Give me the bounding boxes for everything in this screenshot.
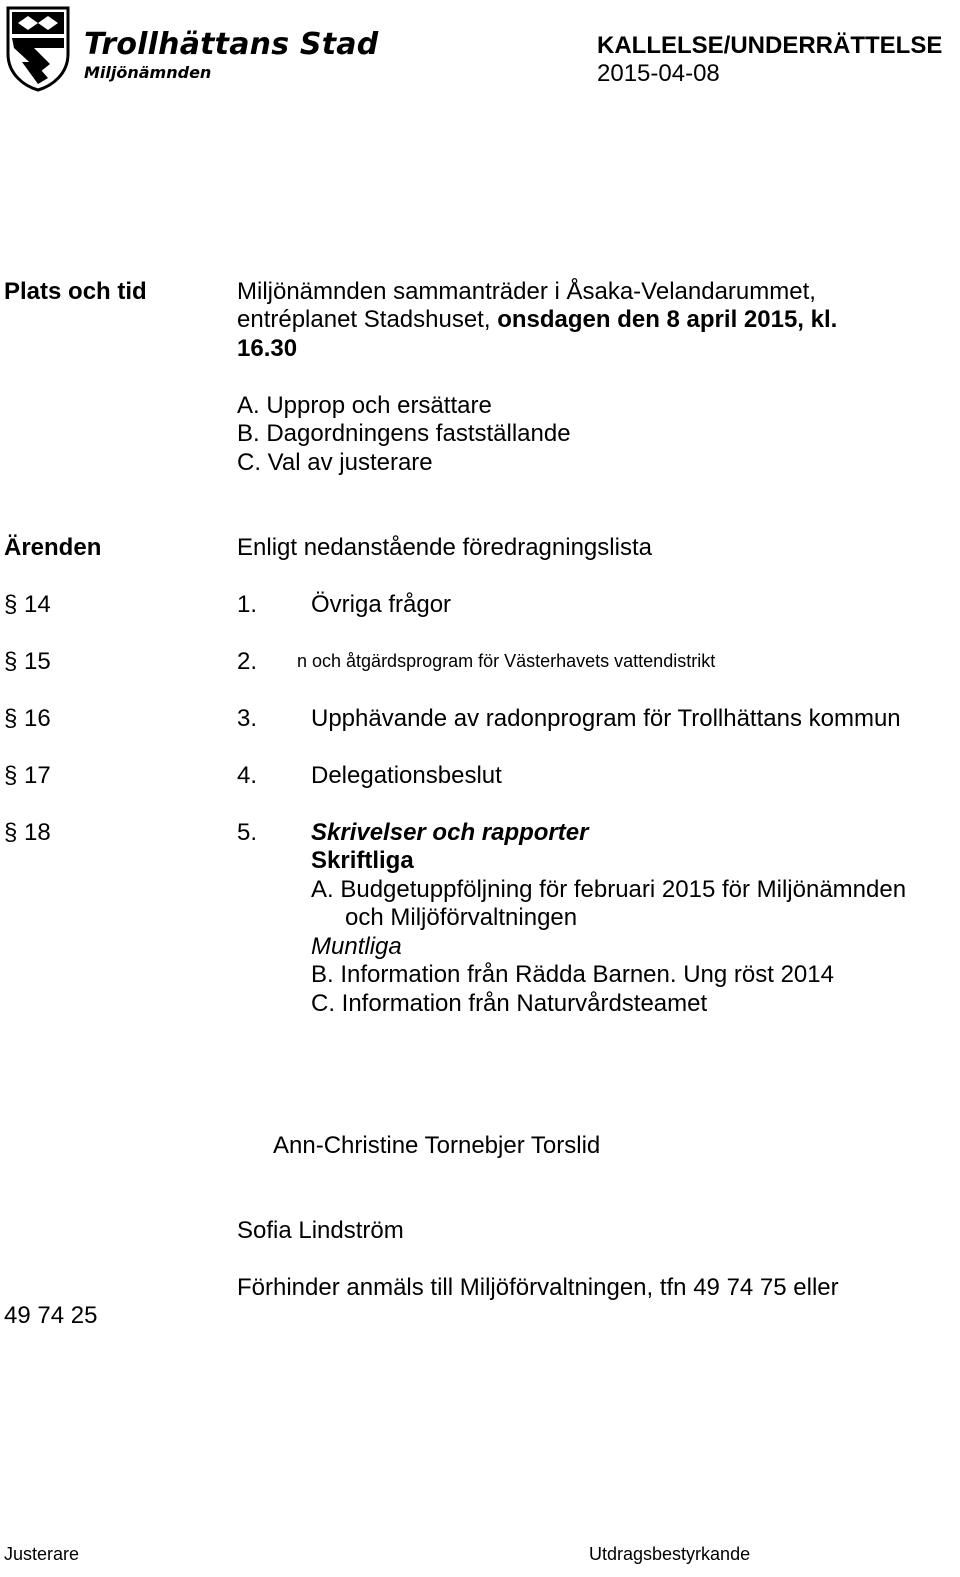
report-item-a-cont: och Miljöförvaltningen	[345, 904, 578, 931]
agenda-paragraph: § 17	[4, 762, 51, 789]
arenden-intro: Enligt nedanstående föredragningslista	[237, 534, 652, 561]
alt-phone: 49 74 25	[4, 1302, 98, 1329]
agenda-title: n och åtgärdsprogram för Västerhavets vattendistrikt	[297, 651, 716, 671]
agenda-paragraph: § 15	[4, 648, 51, 675]
agenda-paragraph: § 14	[4, 591, 51, 618]
plats-line-2-bold: onsdagen den 8 april 2015, kl.	[497, 306, 838, 333]
opening-item-a: A. Upprop och ersättare	[237, 392, 492, 419]
municipality-crest-logo	[4, 4, 72, 92]
report-item-c: C. Information från Naturvårdsteamet	[311, 990, 708, 1017]
opening-item-b: B. Dagordningens fastställande	[237, 420, 571, 447]
report-item-b: B. Information från Rädda Barnen. Ung röst 2014	[311, 961, 834, 988]
absence-notice: Förhinder anmäls till Miljöförvaltningen, tfn 49 74 75 eller	[237, 1274, 839, 1301]
agenda-number: 3.	[237, 705, 258, 732]
plats-line-3: 16.30	[237, 335, 298, 362]
agenda-title: Upphävande av radonprogram för Trollhättans kommun	[311, 705, 901, 732]
plats-line-2-plain: entréplanet Stadshuset,	[237, 306, 498, 333]
secretary-name: Sofia Lindström	[237, 1217, 404, 1244]
agenda-title: Övriga frågor	[311, 591, 452, 618]
document-date: 2015-04-08	[597, 60, 720, 87]
agenda-paragraph: § 16	[4, 705, 51, 732]
agenda-number: 2.	[237, 648, 258, 675]
plats-label: Plats och tid	[4, 278, 147, 305]
org-sub: Miljönämnden	[84, 63, 212, 82]
document-type: KALLELSE/UNDERRÄTTELSE	[597, 32, 943, 59]
reports-oral-label: Muntliga	[311, 933, 402, 960]
org-name: Trollhättans Stad	[84, 27, 379, 62]
agenda-number: 4.	[237, 762, 258, 789]
agenda-paragraph: § 18	[4, 819, 51, 846]
footer-justerare: Justerare	[4, 1544, 80, 1564]
agenda-title: Delegationsbeslut	[311, 762, 502, 789]
arenden-label: Ärenden	[4, 534, 102, 561]
plats-line-1: Miljönämnden sammanträder i Åsaka-Velandarummet,	[237, 278, 816, 305]
chair-name: Ann-Christine Tornebjer Torslid	[273, 1132, 601, 1159]
report-item-a: A. Budgetuppföljning för februari 2015 för Miljönämnden	[311, 876, 907, 903]
footer-utdragsbestyrkande: Utdragsbestyrkande	[589, 1544, 751, 1564]
agenda-number: 1.	[237, 591, 258, 618]
opening-item-c: C. Val av justerare	[237, 449, 433, 476]
agenda-number: 5.	[237, 819, 258, 846]
reports-written-label: Skriftliga	[311, 847, 414, 874]
plats-line-2	[237, 306, 837, 334]
agenda-title: Skrivelser och rapporter	[311, 819, 589, 846]
